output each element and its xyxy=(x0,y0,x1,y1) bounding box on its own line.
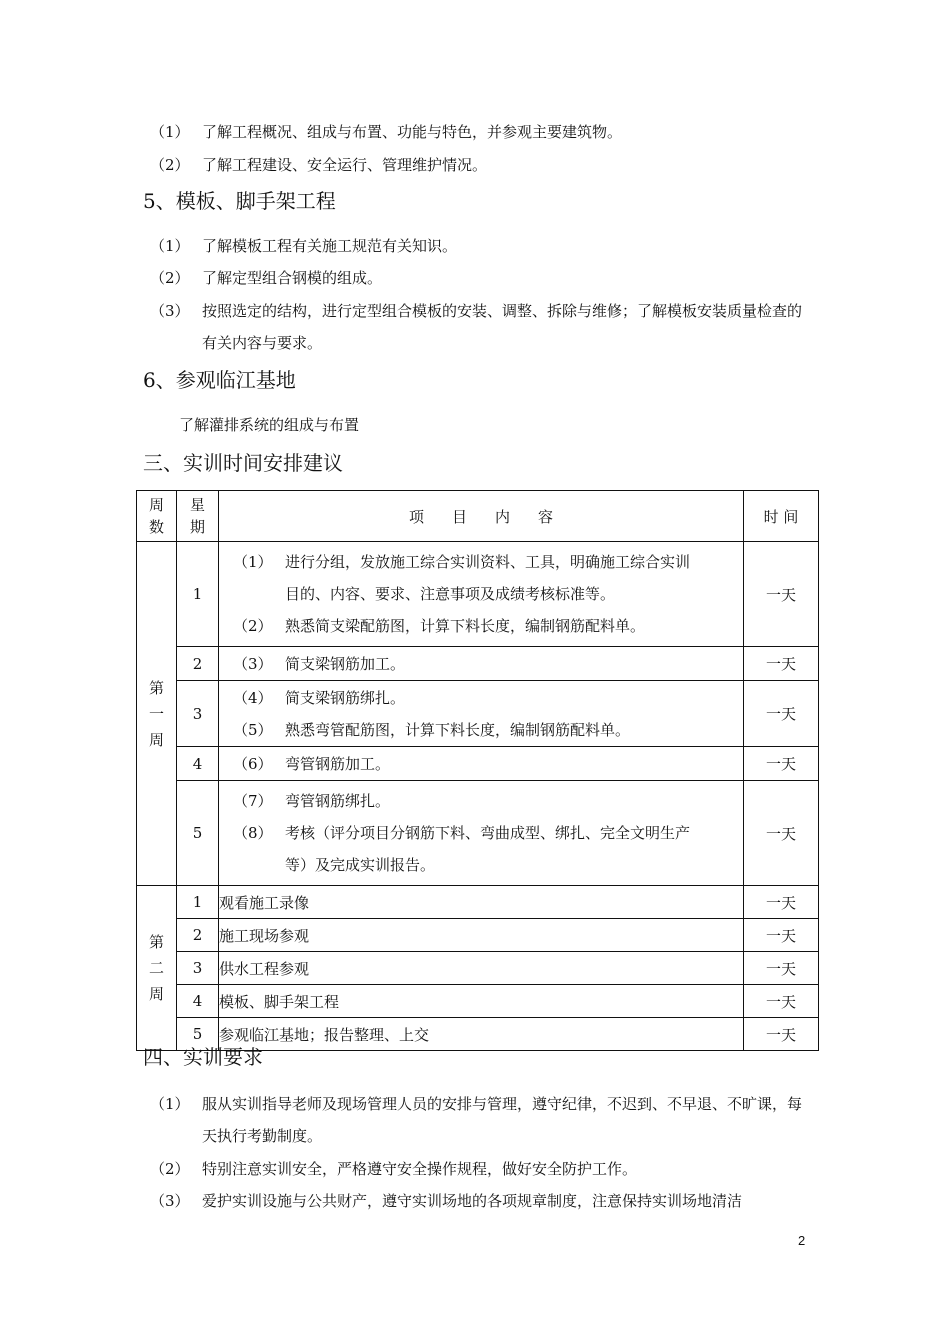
day-cell: 4 xyxy=(177,747,219,781)
item-number: （3） xyxy=(150,1192,190,1210)
week-1-label: 第 一 周 xyxy=(137,542,177,886)
page-number: 2 xyxy=(798,1233,806,1248)
table-row xyxy=(137,886,819,919)
day-cell: 1 xyxy=(177,542,219,647)
item-number: （2） xyxy=(150,156,190,174)
time-cell: 一天 xyxy=(744,886,819,919)
item-text: 特别注意实训安全，严格遵守安全操作规程，做好安全防护工作。 xyxy=(202,1160,638,1178)
section-heading-6: 6、参观临江基地 xyxy=(143,368,296,392)
item-text: 了解工程概况、组成与布置、功能与特色，并参观主要建筑物。 xyxy=(202,123,623,141)
table-row xyxy=(137,952,819,985)
table-row xyxy=(137,781,819,886)
item-number: （1） xyxy=(150,123,190,141)
content-cell: （7） 弯管钢筋绑扎。 （8） 考核（评分项目分钢筋下料、弯曲成型、绑扎、完全文明生产 等）及完成实训报告。 xyxy=(219,781,744,886)
header-project: 项 目 内 容 xyxy=(219,491,744,542)
content-cell: （3） 简支梁钢筋加工。 xyxy=(219,647,744,681)
time-cell: 一天 xyxy=(744,985,819,1018)
content-cell: （4） 简支梁钢筋绑扎。 （5） 熟悉弯管配筋图，计算下料长度，编制钢筋配料单。 xyxy=(219,681,744,747)
time-cell: 一天 xyxy=(744,747,819,781)
item-text: 了解定型组合钢模的组成。 xyxy=(202,269,383,287)
item-number: （1） xyxy=(150,237,190,255)
day-cell: 3 xyxy=(177,952,219,985)
time-cell: 一天 xyxy=(744,1018,819,1051)
item-number: （2） xyxy=(150,269,190,287)
content-cell: 观看施工录像 xyxy=(219,886,744,919)
day-cell: 1 xyxy=(177,886,219,919)
content-cell: 参观临江基地；报告整理、上交 xyxy=(219,1018,744,1051)
item-text: 爱护实训设施与公共财产，遵守实训场地的各项规章制度，注意保持实训场地清洁 xyxy=(202,1192,743,1210)
time-cell: 一天 xyxy=(744,781,819,886)
day-cell: 5 xyxy=(177,1018,219,1051)
section-heading-5: 5、模板、脚手架工程 xyxy=(143,189,336,213)
day-cell: 4 xyxy=(177,985,219,1018)
header-week: 周 数 xyxy=(137,491,177,542)
week-2-label: 第 二 周 xyxy=(137,886,177,1051)
item-number: （2） xyxy=(150,1160,190,1178)
header-day: 星 期 xyxy=(177,491,219,542)
table-header-row xyxy=(137,491,819,542)
day-cell: 2 xyxy=(177,919,219,952)
content-cell: 模板、脚手架工程 xyxy=(219,985,744,1018)
time-cell: 一天 xyxy=(744,952,819,985)
time-cell: 一天 xyxy=(744,647,819,681)
table-row xyxy=(137,747,819,781)
table-row xyxy=(137,985,819,1018)
item-text: 了解工程建设、安全运行、管理维护情况。 xyxy=(202,156,488,174)
schedule-table xyxy=(136,490,819,1051)
time-cell: 一天 xyxy=(744,542,819,647)
day-cell: 5 xyxy=(177,781,219,886)
item-number: （1） xyxy=(150,1095,190,1113)
table-row xyxy=(137,647,819,681)
day-cell: 3 xyxy=(177,681,219,747)
content-cell: （1） 进行分组，发放施工综合实训资料、工具，明确施工综合实训 目的、内容、要求、注意事项及成绩考核标准等。 （2） 熟悉简支梁配筋图，计算下料长度，编制钢筋配料单。 xyxy=(219,542,744,647)
item-text: 按照选定的结构，进行定型组合模板的安装、调整、拆除与维修；了解模板安装质量检查的有关内容与要求。 xyxy=(202,302,803,352)
item-number: （3） xyxy=(150,302,190,320)
requirements-heading: 四、实训要求 xyxy=(143,1045,263,1069)
table-row xyxy=(137,681,819,747)
section-6-text: 了解灌排系统的组成与布置 xyxy=(179,416,360,434)
time-cell: 一天 xyxy=(744,681,819,747)
table-row xyxy=(137,919,819,952)
table-row xyxy=(137,542,819,647)
time-cell: 一天 xyxy=(744,919,819,952)
header-time: 时 间 xyxy=(744,491,819,542)
content-cell: （6） 弯管钢筋加工。 xyxy=(219,747,744,781)
item-text: 了解模板工程有关施工规范有关知识。 xyxy=(202,237,458,255)
schedule-heading: 三、实训时间安排建议 xyxy=(143,451,343,475)
day-cell: 2 xyxy=(177,647,219,681)
content-cell: 施工现场参观 xyxy=(219,919,744,952)
content-cell: 供水工程参观 xyxy=(219,952,744,985)
item-text: 服从实训指导老师及现场管理人员的安排与管理，遵守纪律，不迟到、不早退、不旷课，每天执行考勤制度。 xyxy=(202,1095,803,1145)
